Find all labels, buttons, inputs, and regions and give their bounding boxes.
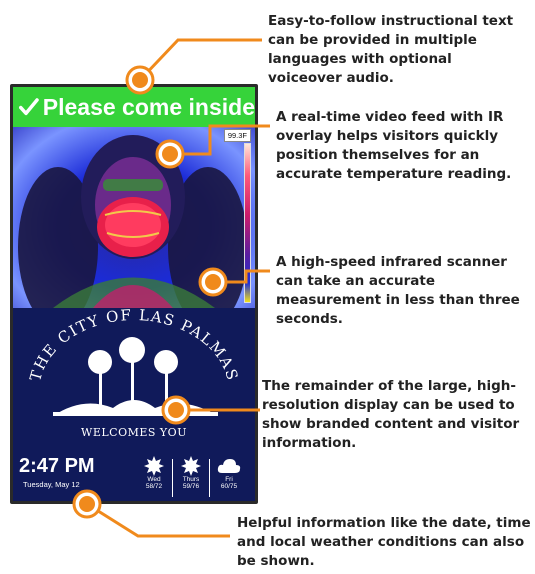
welcome-text: WELCOMES YOU: [81, 426, 187, 439]
forecast-temps: 60/75: [220, 483, 238, 490]
annotation-instruction-text: Easy-to-follow instructional text can be provided in multiple languages with optional voiceover audio.: [268, 13, 514, 86]
annotation-display-content: The remainder of the large, high-resolution display can be used to show branded content and visitor information.: [262, 378, 520, 451]
forecast-temps: 59/76: [182, 483, 200, 490]
forecast-temps: 58/72: [145, 483, 163, 490]
temperature-readout: 99.3F: [224, 129, 251, 142]
annotation-info-bar: Helpful information like the date, time and local weather conditions can also be shown.: [237, 515, 531, 569]
forecast-day-label: Thurs: [182, 476, 200, 483]
callout-line-instruction: [140, 40, 262, 80]
callout-line-info-bar: [87, 504, 230, 536]
clock-time: 2:47 PM: [19, 455, 95, 477]
banner-text: Please come inside: [42, 93, 255, 120]
annotation-video-feed: A real-time video feed with IR overlay helps visitors quickly position themselves for an accurate temperature reading.: [276, 109, 512, 182]
date-text: Tuesday, May 12: [23, 480, 80, 489]
forecast-day-label: Fri: [225, 476, 233, 483]
callout-line-video: [170, 126, 270, 154]
forecast-day-label: Wed: [147, 476, 161, 483]
annotation-infrared-scanner: A high-speed infrared scanner can take an accurate measurement in less than three seconds.: [276, 254, 520, 327]
city-name-arc: THE CITY OF LAS PALMAS: [26, 308, 242, 384]
